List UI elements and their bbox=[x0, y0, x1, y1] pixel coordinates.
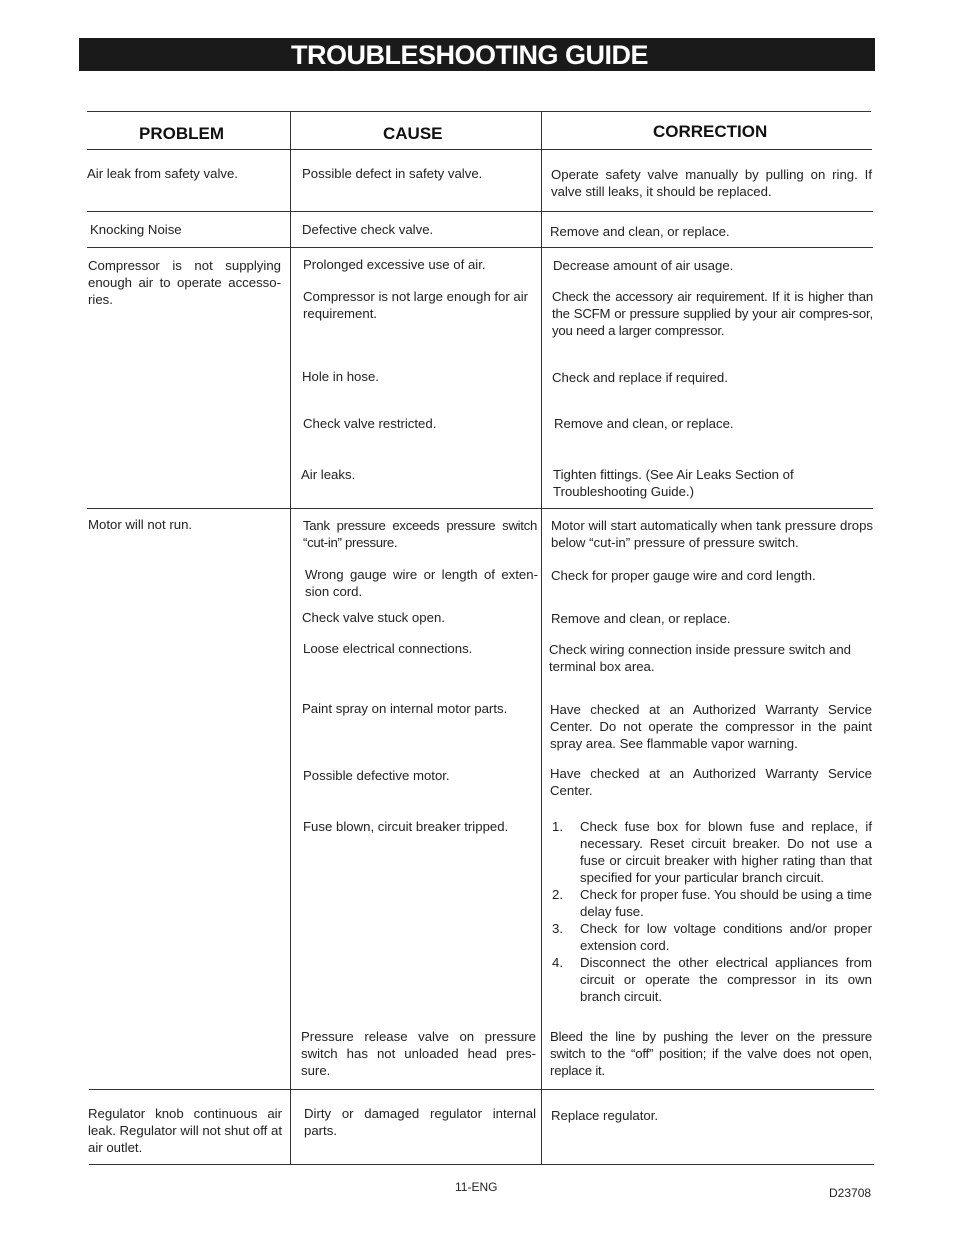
cause-text: Compressor is not large enough for air requirement. bbox=[303, 289, 529, 321]
cause-text: Prolonged excessive use of air. bbox=[303, 257, 486, 272]
cause-text: Defective check valve. bbox=[302, 222, 434, 237]
column-divider bbox=[541, 111, 542, 1164]
table-bottom-rule bbox=[89, 1164, 874, 1165]
cause-text: Wrong gauge wire or length of exten-sion cord. bbox=[305, 567, 538, 599]
correction-text: Check and replace if required. bbox=[552, 370, 728, 385]
problem-text: Air leak from safety valve. bbox=[87, 166, 238, 181]
step-text: Check fuse box for blown fuse and replace, if necessary. Reset circuit breaker. Do not use a fuse or circuit breaker with higher rating than that specified for your particular branch circuit. bbox=[580, 819, 872, 885]
problem-text: Knocking Noise bbox=[90, 222, 182, 237]
correction-text: Remove and clean, or replace. bbox=[554, 416, 734, 431]
correction-text: Remove and clean, or replace. bbox=[550, 224, 730, 239]
correction-text: Remove and clean, or replace. bbox=[551, 611, 731, 626]
correction-text: Bleed the line by pushing the lever on the pressure switch to the “off” position; if the valve does not open, replace it. bbox=[550, 1029, 872, 1078]
fuse-steps-list bbox=[550, 818, 872, 1005]
row-divider bbox=[89, 1089, 874, 1090]
problem-text: Compressor is not supplying enough air to operate accesso-ries. bbox=[88, 258, 281, 307]
correction-text: Operate safety valve manually by pulling on ring. If valve still leaks, it should be replaced. bbox=[551, 167, 872, 199]
problem-text: Regulator knob continuous air leak. Regulator will not shut off at air outlet. bbox=[88, 1106, 283, 1155]
header-cause: CAUSE bbox=[383, 124, 443, 143]
header-correction: CORRECTION bbox=[653, 122, 768, 141]
cause-text: Possible defect in safety valve. bbox=[302, 166, 483, 181]
cause-text: Check valve stuck open. bbox=[302, 610, 445, 625]
header-bottom-rule bbox=[87, 149, 872, 150]
correction-text: Have checked at an Authorized Warranty Service Center. Do not operate the compressor in the paint spray area. See flammable vapor warning. bbox=[550, 702, 872, 751]
problem-text: Motor will not run. bbox=[88, 517, 193, 532]
page-number: 11-ENG bbox=[455, 1180, 498, 1194]
cause-text: Fuse blown, circuit breaker tripped. bbox=[303, 819, 509, 834]
correction-text: Have checked at an Authorized Warranty Service Center. bbox=[550, 766, 872, 798]
row-divider bbox=[87, 211, 873, 212]
table-top-rule bbox=[87, 111, 871, 112]
cause-text: Tank pressure exceeds pressure switch “cut-in” pressure. bbox=[303, 518, 537, 550]
correction-text: Replace regulator. bbox=[551, 1108, 659, 1123]
list-item: 3. Check for low voltage conditions and/or proper extension cord. bbox=[552, 921, 872, 953]
page-title: TROUBLESHOOTING GUIDE bbox=[291, 40, 649, 70]
step-text: Disconnect the other electrical appliances from circuit or operate the compressor in its own branch circuit. bbox=[580, 955, 872, 1004]
list-item: 2. Check for proper fuse. You should be using a time delay fuse. bbox=[552, 887, 872, 919]
cause-text: Loose electrical connections. bbox=[303, 641, 473, 656]
cause-text: Possible defective motor. bbox=[303, 768, 450, 783]
correction-text: Check the accessory air requirement. If it is higher than the SCFM or pressure supplied by your air compres-sor, you need a larger compressor. bbox=[552, 289, 873, 338]
list-item: 1. Check fuse box for blown fuse and replace, if necessary. Reset circuit breaker. Do not use a fuse or circuit breaker with higher rating than that specified for your particular branch circuit. bbox=[552, 819, 872, 885]
cause-text: Dirty or damaged regulator internal parts. bbox=[304, 1106, 536, 1138]
column-divider bbox=[290, 111, 291, 1164]
cause-text: Pressure release valve on pressure switch has not unloaded head pres-sure. bbox=[301, 1029, 536, 1078]
list-item: 4. Disconnect the other electrical appliances from circuit or operate the compressor in its own branch circuit. bbox=[552, 955, 872, 1004]
header-problem: PROBLEM bbox=[139, 124, 224, 143]
correction-text: Decrease amount of air usage. bbox=[553, 258, 734, 273]
correction-text: Tighten fittings. (See Air Leaks Section of Troubleshooting Guide.) bbox=[553, 467, 794, 499]
row-divider bbox=[87, 247, 873, 248]
correction-text: Check wiring connection inside pressure switch and terminal box area. bbox=[549, 642, 851, 674]
correction-text: Motor will start automatically when tank pressure drops below “cut-in” pressure of pressure switch. bbox=[551, 518, 873, 550]
correction-text: Check for proper gauge wire and cord length. bbox=[551, 568, 816, 583]
title-banner bbox=[79, 38, 875, 71]
cause-text: Air leaks. bbox=[301, 467, 356, 482]
document-id: D23708 bbox=[829, 1186, 872, 1200]
step-text: Check for low voltage conditions and/or proper extension cord. bbox=[580, 921, 872, 953]
cause-text: Check valve restricted. bbox=[303, 416, 437, 431]
step-text: Check for proper fuse. You should be using a time delay fuse. bbox=[580, 887, 872, 919]
cause-text: Hole in hose. bbox=[302, 369, 379, 384]
cause-text: Paint spray on internal motor parts. bbox=[302, 701, 508, 716]
row-divider bbox=[87, 508, 873, 509]
